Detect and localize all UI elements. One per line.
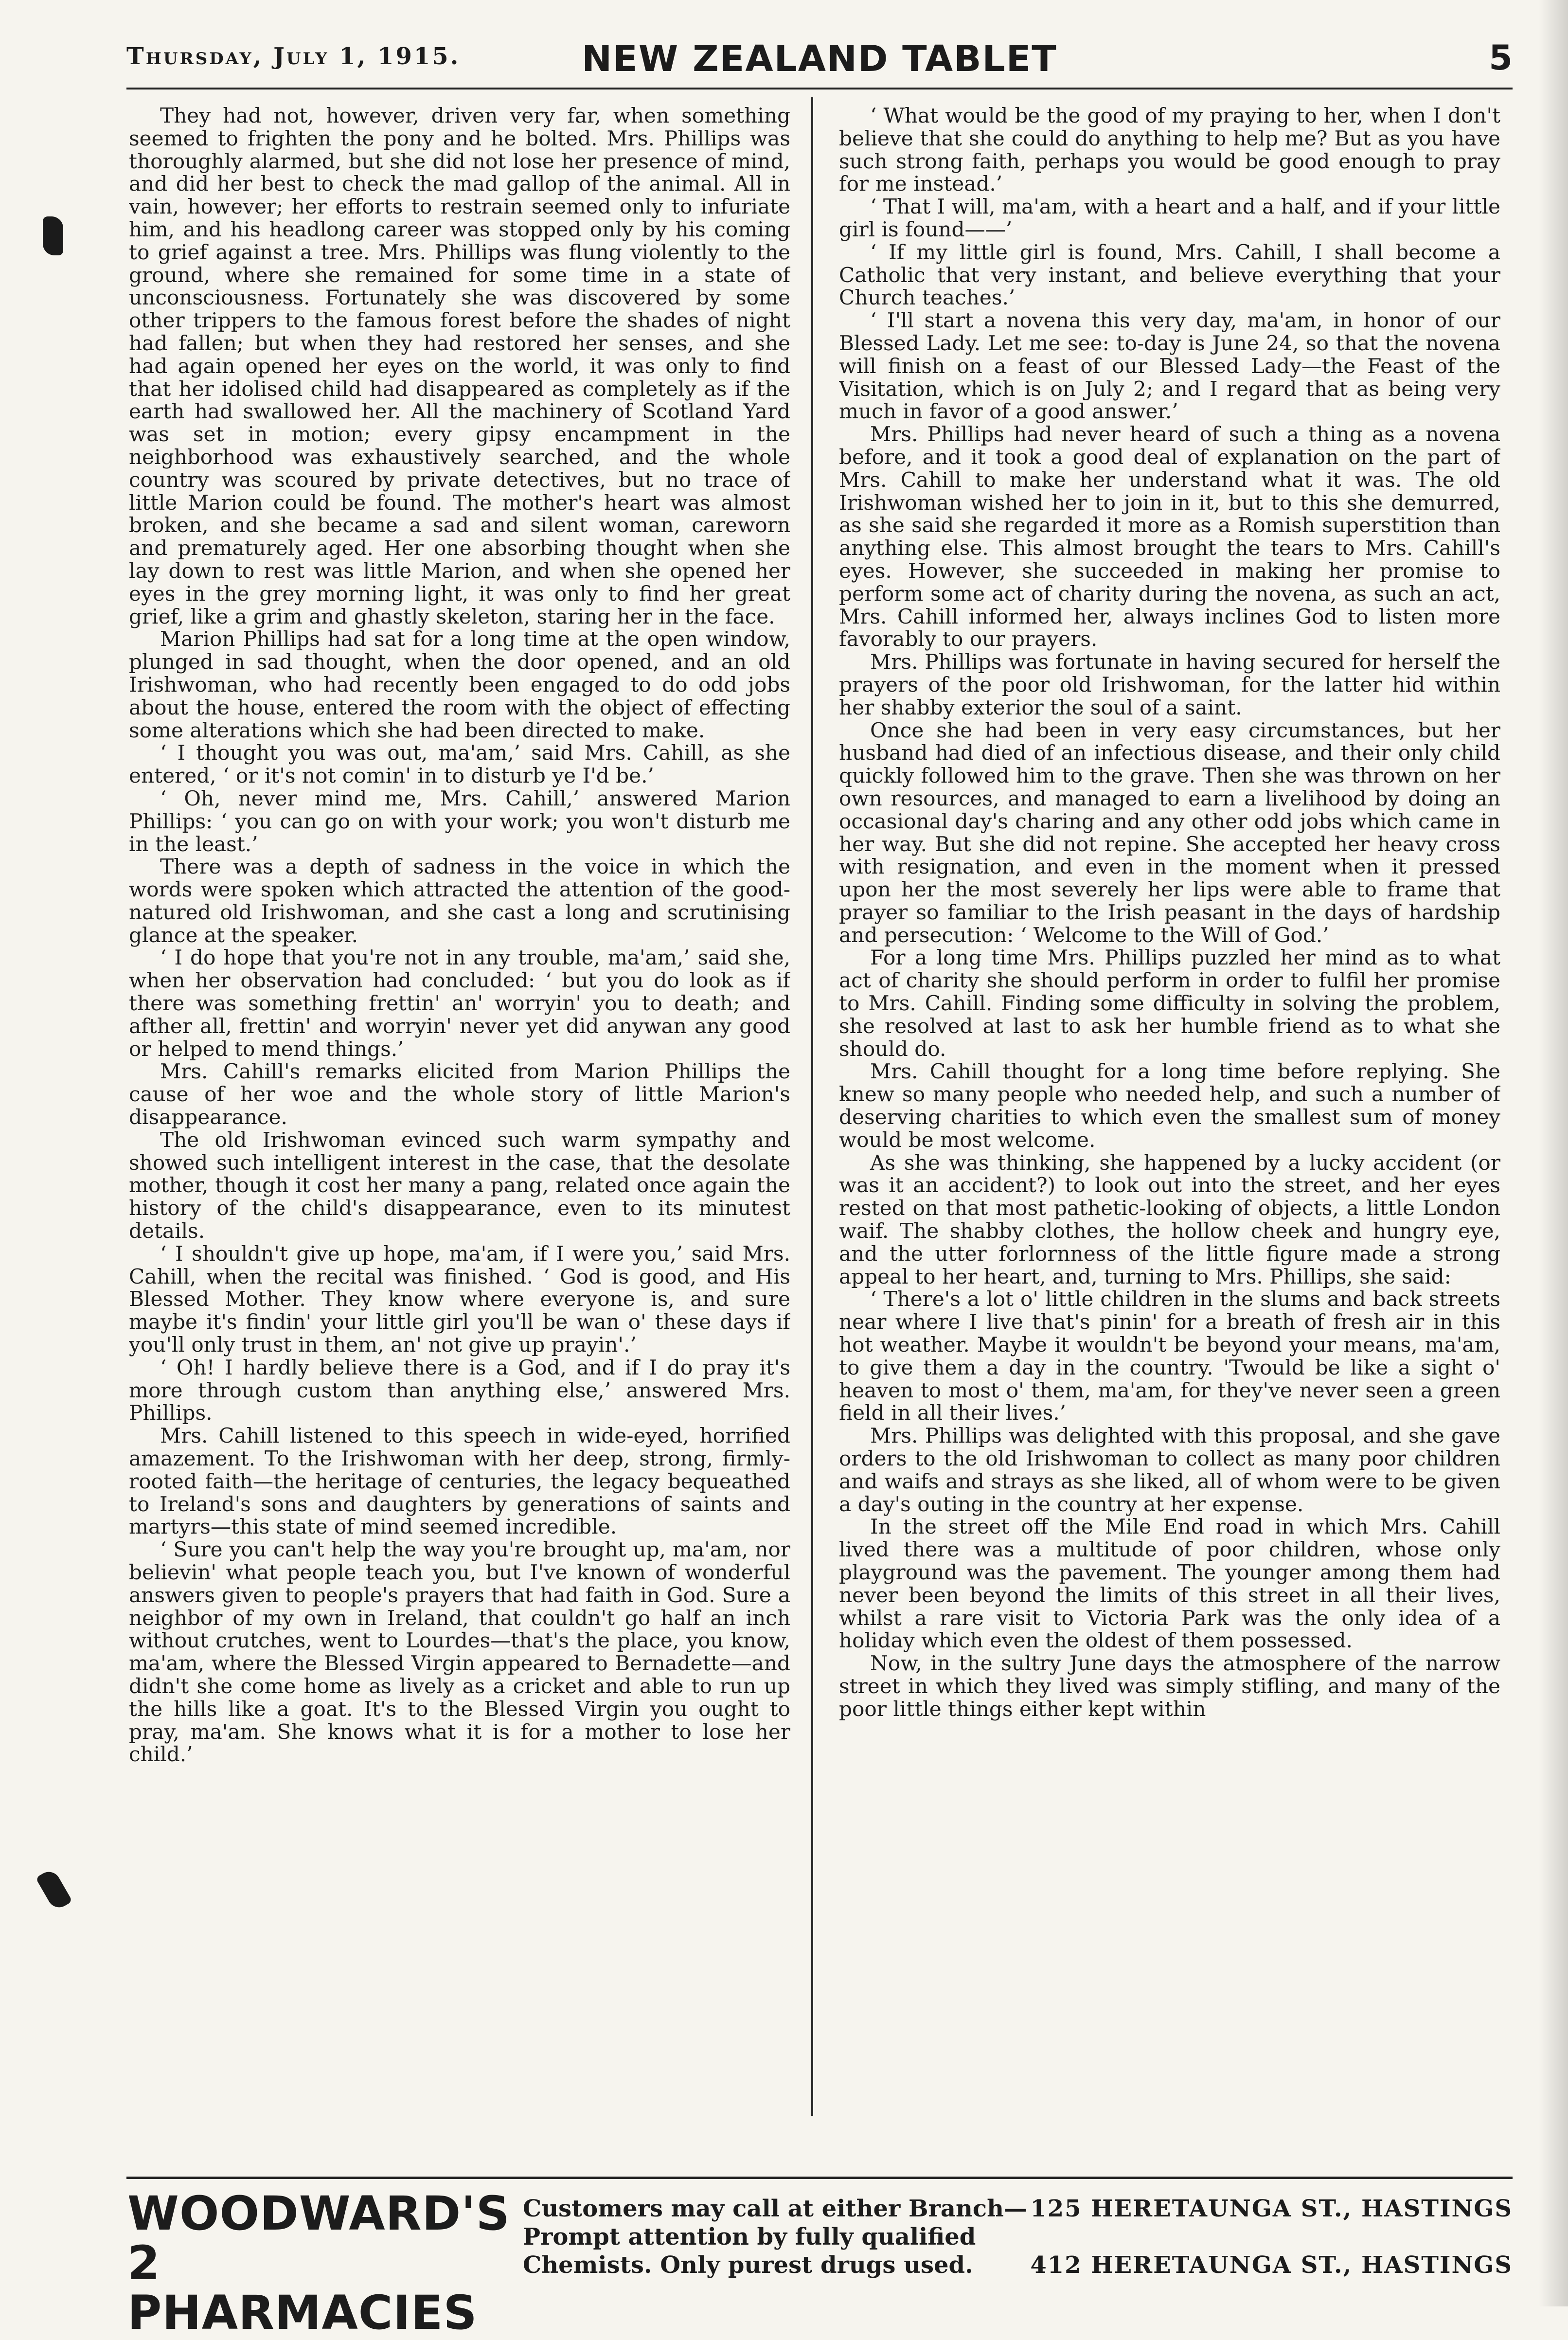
paragraph: ‘ I'll start a novena this very day, ma'am, in honor of our Blessed Lady. Let me see: to-day is June 24, so that the novena will finish on a feast of our Blessed Lady—the Feast of the Visitation, which is on July 2; and I regard that as being very much in favor of a good answer.’ bbox=[839, 308, 1500, 424]
paragraph: ‘ What would be the good of my praying to her, when I don't believe that she could do anything to help me? But as you have such strong faith, perhaps you would be good enough to pray for me instead.’ bbox=[839, 105, 1500, 196]
paragraph: Mrs. Cahill thought for a long time before replying. She knew so many people who needed help, and such a number of deserving charities to which even the smallest sum of money would be most welcome. bbox=[839, 1059, 1500, 1152]
brand-line-2: 2 PHARMACIES bbox=[127, 2236, 478, 2340]
ad-row-2 bbox=[523, 2223, 1513, 2251]
ad-row-2-text: Prompt attention by fully qualified bbox=[523, 2223, 976, 2251]
paragraph: ‘ Oh, never mind me, Mrs. Cahill,’ answered Marion Phillips: ‘ you can go on with your work; you won't disturb me in the least.’ bbox=[129, 786, 790, 856]
brand-line-1: WOODWARD'S bbox=[127, 2186, 510, 2241]
ad-row-3 bbox=[523, 2251, 1513, 2279]
masthead bbox=[126, 34, 1513, 89]
paragraph: ‘ There's a lot o' little children in the slums and back streets near where I live that's pinin' for a breath of fresh air in this hot weather. Maybe it wouldn't be beyond your means, ma'am, to give them a day in the country. 'Twould be like a sight o' heaven to most o' them, ma'am, for they've never seen a green field in all their lives.’ bbox=[839, 1287, 1500, 1425]
paragraph: Mrs. Cahill listened to this speech in wide-eyed, horrified amazement. To the Irishwoman with her deep, strong, firmly-rooted faith—the heritage of centuries, the legacy bequeathed to Ireland's sons and daughters by generations of saints and martyrs—this state of mind seemed incredible. bbox=[129, 1424, 790, 1539]
paragraph: Marion Phillips had sat for a long time at the open window, plunged in sad thought, when the door opened, and an old Irishwoman, who had recently been engaged to do odd jobs about the house, entered the room with the object of effecting some alterations which she had been directed to make. bbox=[129, 627, 790, 742]
paragraph: The old Irishwoman evinced such warm sympathy and showed such intelligent interest in the case, that the desolate mother, though it cost her many a pang, related once again the history of the child's disappearance, even to its minutest details. bbox=[129, 1127, 790, 1243]
paragraph: They had not, however, driven very far, when something seemed to frighten the pony and he bolted. Mrs. Phillips was thoroughly alarmed, but she did not lose her presence of mind, and did her best to check the mad gallop of the animal. All in vain, however; her efforts to restrain seemed only to infuriate him, and his headlong career was stopped only by his coming to grief against a tree. Mrs. Phillips was flung violently to the ground, where she remained for some time in a state of unconsciousness. Fortunately she was discovered by some other trippers to the famous forest before the shades of night had fallen; but when they had restored her senses, and she had again opened her eyes on the world, it was only to find that her idolised child had disappeared as completely as if the earth had swallowed her. All the machinery of Scotland Yard was set in motion; every gipsy encampment in the neighborhood was exhaustively searched, and the whole country was scoured by private detectives, but no trace of little Marion could be found. The mother's heart was almost broken, and she became a sad and silent woman, careworn and prematurely aged. Her one absorbing thought when she lay down to rest was little Marion, and when she opened her eyes in the grey morning light, it was only to find her great grief, like a grim and ghastly skeleton, staring her in the face. bbox=[129, 105, 790, 628]
paragraph: Mrs. Cahill's remarks elicited from Marion Phillips the cause of her woe and the whole story of little Marion's disappearance. bbox=[129, 1059, 790, 1129]
ink-blot-icon bbox=[36, 1868, 72, 1911]
right-column bbox=[839, 105, 1500, 2108]
paragraph: ‘ That I will, ma'am, with a heart and a half, and if your little girl is found——’ bbox=[839, 195, 1500, 241]
paragraph: For a long time Mrs. Phillips puzzled her mind as to what act of charity she should perform in order to fulfil her promise to Mrs. Cahill. Finding some difficulty in solving the problem, she resolved at last to ask her humble friend as to what she should do. bbox=[839, 946, 1500, 1061]
newspaper-title: NEW ZEALAND TABLET bbox=[582, 38, 1057, 80]
page-number: 5 bbox=[1489, 38, 1513, 78]
ad-address-2: 412 HERETAUNGA ST., HASTINGS bbox=[1030, 2251, 1513, 2279]
paragraph: ‘ Sure you can't help the way you're brought up, ma'am, nor believin' what people teach you, but I've known of wonderful answers given to people's prayers that had faith in God. Sure a neighbor of my own in Ireland, that couldn't go half an inch without crutches, went to Lourdes—that's the place, you know, ma'am, where the Blessed Virgin appeared to Bernadette—and didn't she come home as lively as a cricket and able to run up the hills like a goat. It's to the Blessed Virgin you ought to pray, ma'am. She knows what it is for a mother to lose her child.’ bbox=[129, 1537, 790, 1767]
issue-date: Thursday, July 1, 1915. bbox=[126, 43, 461, 70]
footer-rule bbox=[126, 2177, 1513, 2179]
paragraph: In the street off the Mile End road in which Mrs. Cahill lived there was a multitude of poor children, whose only playground was the pavement. The younger among them had never been beyond the limits of this street in all their lives, whilst a rare visit to Victoria Park was the only idea of a holiday which even the oldest of them possessed. bbox=[839, 1515, 1500, 1653]
paragraph: ‘ Oh! I hardly believe there is a God, and if I do pray it's more through custom than anything else,’ answered Mrs. Phillips. bbox=[129, 1355, 790, 1425]
ink-blot-icon bbox=[43, 216, 63, 255]
left-column bbox=[129, 105, 790, 2108]
paragraph: There was a depth of sadness in the voice in which the words were spoken which attracted the attention of the good-natured old Irishwoman, and she cast a long and scrutinising glance at the speaker. bbox=[129, 855, 790, 947]
ad-row-1-text: Customers may call at either Branch— bbox=[523, 2195, 1028, 2222]
paragraph: Mrs. Phillips was delighted with this proposal, and she gave orders to the old Irishwoman to collect as many poor children and waifs and strays as she liked, all of whom were to be given a day's outing in the country at her expense. bbox=[839, 1424, 1500, 1516]
paragraph: Mrs. Phillips was fortunate in having secured for herself the prayers of the poor old Irishwoman, for the latter hid within her shabby exterior the soul of a saint. bbox=[839, 650, 1500, 719]
advertisement-brand bbox=[127, 2186, 517, 2340]
paragraph: ‘ I do hope that you're not in any trouble, ma'am,’ said she, when her observation had concluded: ‘ but you do look as if there was something frettin' an' worryin' you to death; and afther all, frettin' and worryin' never yet did anywan any good or helped to mend things.’ bbox=[129, 946, 790, 1061]
paragraph: ‘ I shouldn't give up hope, ma'am, if I were you,’ said Mrs. Cahill, when the recital was finished. ‘ God is good, and His Blessed Mother. They know where everyone is, and sure maybe it's findin' your little girl you'll be wan o' these days if you'll only trust in them, an' not give up prayin'.’ bbox=[129, 1241, 790, 1357]
scan-shadow bbox=[1539, 0, 1568, 2306]
ad-address-1: 125 HERETAUNGA ST., HASTINGS bbox=[1030, 2195, 1513, 2222]
paragraph: As she was thinking, she happened by a lucky accident (or was it an accident?) to look out into the street, and her eyes rested on that most pathetic-looking of objects, a little London waif. The shabby clothes, the hollow cheek and hungry eye, and the utter forlornness of the little figure made a strong appeal to her heart, and, turning to Mrs. Phillips, she said: bbox=[839, 1150, 1500, 1288]
column-divider bbox=[811, 97, 813, 2116]
ad-row-1 bbox=[523, 2195, 1513, 2223]
paragraph: Once she had been in very easy circumstances, but her husband had died of an infectious disease, and their only child quickly followed him to the grave. Then she was thrown on her own resources, and managed to earn a livelihood by doing an occasional day's charing and any other odd jobs which came in her way. But she did not repine. She accepted her heavy cross with resignation, and even in the moment when it pressed upon her the most severely her lips were able to frame that prayer so familiar to the Irish peasant in the days of hardship and persecution: ‘ Welcome to the Will of God.’ bbox=[839, 718, 1500, 947]
advertisement-text bbox=[523, 2195, 1513, 2279]
paragraph: ‘ If my little girl is found, Mrs. Cahill, I shall become a Catholic that very instant, and believe everything that your Church teaches.’ bbox=[839, 240, 1500, 310]
ad-row-3-text: Chemists. Only purest drugs used. bbox=[523, 2251, 973, 2279]
paragraph: ‘ I thought you was out, ma'am,’ said Mrs. Cahill, as she entered, ‘ or it's not comin' in to disturb ye I'd be.’ bbox=[129, 741, 790, 788]
paragraph: Now, in the sultry June days the atmosphere of the narrow street in which they lived was simply stifling, and many of the poor little things either kept within bbox=[839, 1651, 1500, 1721]
paragraph: Mrs. Phillips had never heard of such a thing as a novena before, and it took a good deal of explanation on the part of Mrs. Cahill to make her understand what it was. The old Irishwoman wished her to join in it, but to this she demurred, as she said she regarded it more as a Romish superstition than anything else. This almost brought the tears to Mrs. Cahill's eyes. However, she succeeded in making her promise to perform some act of charity during the novena, as such an act, Mrs. Cahill informed her, always inclines God to listen more favorably to our prayers. bbox=[839, 422, 1500, 651]
